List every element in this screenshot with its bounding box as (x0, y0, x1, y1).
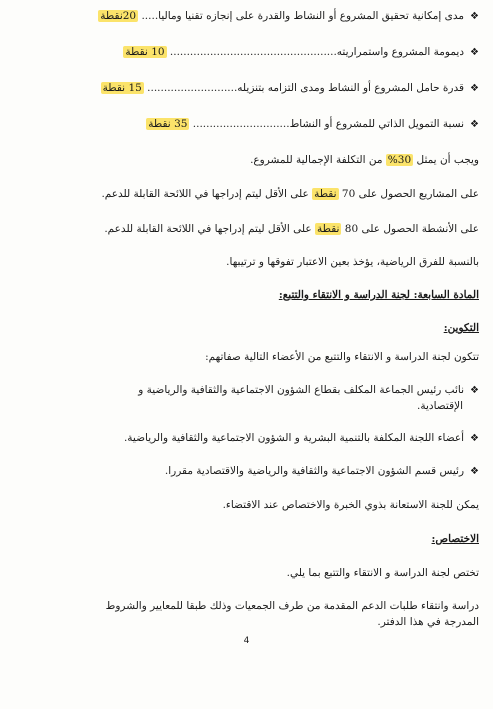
member-item-vice-president-cont: الإقتصادية. (417, 400, 463, 412)
activities-minimum-score: على الأنشطة الحصول على 80 نقطة على الأقل ليتم إدراجها في اللائحة القابلة للدعم. (104, 223, 479, 235)
formation-heading: التكوين: (443, 322, 479, 334)
sports-teams-note: بالنسبة للفرق الرياضية، يؤخذ بعين الاعتبار تفوقها و ترتيبها. (226, 256, 479, 268)
points-value: 20نقطة (100, 10, 137, 22)
criterion-feasibility: ❖مدى إمكانية تحقيق المشروع أو النشاط والقدرة على إنجازه تقنيا وماليا..... 20نقطة (14, 8, 479, 25)
competence-text: دراسة وانتقاء طلبات الدعم المقدمة من طرف الجمعيات وذلك طبقا للمعايير والشروط (105, 600, 479, 612)
points-highlight: نقطة (316, 223, 340, 235)
competence-heading: الاختصاص: (431, 533, 479, 545)
diamond-bullet-icon: ❖ (470, 433, 479, 444)
criterion-sustainability: ❖ديمومة المشروع واستمراريته.................................................. 10 نقطة (14, 44, 479, 61)
projects-minimum-score: على المشاريع الحصول على 70 نقطة على الأقل ليتم إدراجها في اللائحة القابلة للدعم. (101, 188, 479, 200)
criterion-capacity: ❖قدرة حامل المشروع أو النشاط ومدى التزامه بتنزيله........................... 15 نقطة (14, 80, 479, 97)
points-value: 35 نقطة (148, 118, 188, 130)
points-value: 15 نقطة (102, 82, 142, 94)
member-item-division-head: ❖رئيس قسم الشؤون الاجتماعية والثقافية والرياضية والاقتصادية مقررا. (14, 463, 479, 480)
expertise-note: يمكن للجنة الاستعانة بذوي الخبرة والاختصاص عند الاقتضاء. (222, 499, 479, 511)
points-highlight: نقطة (314, 188, 337, 200)
diamond-bullet-icon: ❖ (470, 47, 479, 58)
formation-intro: تتكون لجنة الدراسة و الانتقاء والتتبع من الأعضاء التالية صفاتهم: (205, 351, 479, 363)
diamond-bullet-icon: ❖ (470, 11, 479, 22)
member-item-committee: ❖أعضاء اللجنة المكلفة بالتنمية البشرية و الشؤون الاجتماعية والثقافية والرياضية. (14, 430, 479, 447)
article-7-heading: المادة السابعة: لجنة الدراسة و الانتقاء والتتبع: (278, 289, 479, 301)
member-item-vice-president: ❖نائب رئيس الجماعة المكلف بقطاع الشؤون الاجتماعية والثقافية والرياضية و (14, 382, 479, 399)
diamond-bullet-icon: ❖ (470, 385, 479, 396)
diamond-bullet-icon: ❖ (470, 83, 479, 94)
page-number: 4 (243, 636, 250, 646)
diamond-bullet-icon: ❖ (470, 119, 479, 130)
diamond-bullet-icon: ❖ (470, 466, 479, 477)
competence-intro: تختص لجنة الدراسة و الانتقاء والتتبع بما يلي. (286, 567, 479, 579)
points-value: 10 نقطة (125, 46, 165, 58)
competence-text-cont: المدرجة في هذا الدفتر. (377, 616, 479, 628)
percentage-highlight: 30% (387, 154, 412, 166)
criterion-self-financing: ❖نسبة التمويل الذاتي للمشروع أو النشاط............................. 35 نقطة (14, 116, 479, 133)
self-financing-sentence: ويجب أن يمثل 30% من التكلفة الإجمالية للمشروع. (250, 154, 479, 166)
